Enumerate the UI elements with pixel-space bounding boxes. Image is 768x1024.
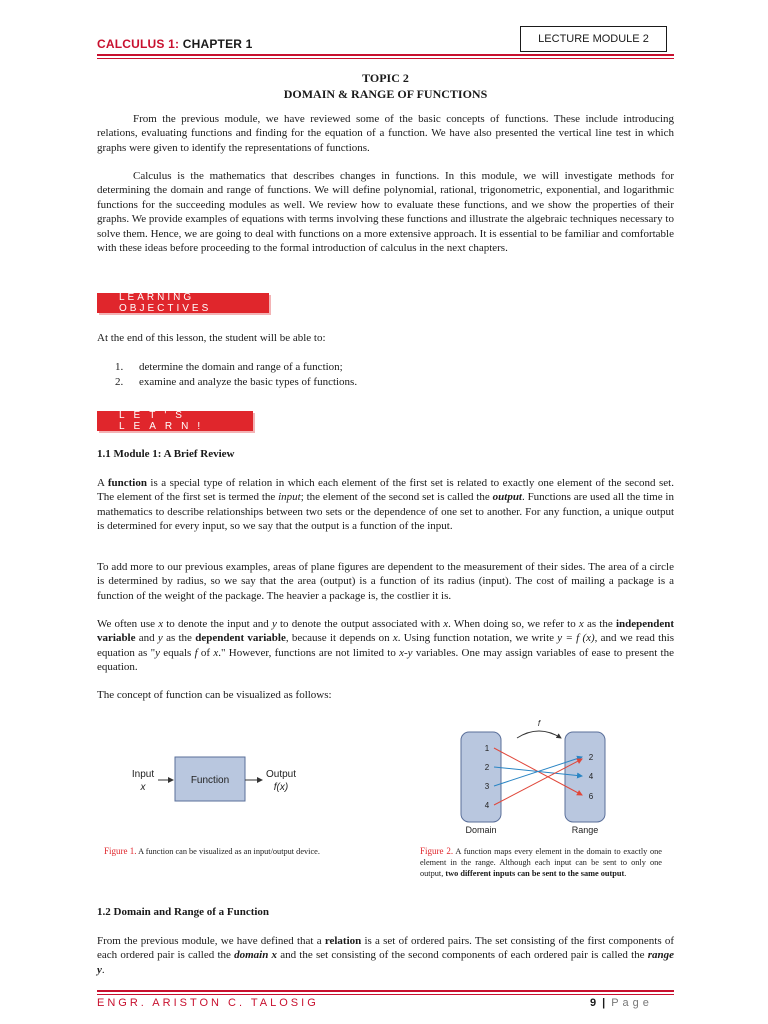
output-var: f(x) [273, 782, 289, 793]
domain-label: Domain [465, 825, 497, 835]
domain-value: 2 [484, 763, 490, 772]
domain-range-paragraph: From the previous module, we have defined that a relation is a set of ordered pairs. The set consisting of the first components of each ordered pair is called the domain x and the set consisting of the second components of each ordered pair is called the range y. [97, 935, 675, 976]
course-title: CALCULUS 1: [97, 37, 180, 51]
range-value: 4 [588, 772, 594, 781]
domain-box [461, 732, 501, 822]
mapping-arrow [517, 731, 561, 738]
header-rule [97, 54, 674, 56]
chapter-title: CHAPTER 1 [182, 37, 253, 51]
intro-paragraph-1: From the previous module, we have reviewed some of the basic concepts of functions. These include introducing relations, evaluating functions and finding for the equation of a function. We have also presented the vertical line test in which graphs were given to identify the representations of functions. [97, 113, 674, 154]
input-var: x [140, 782, 146, 793]
mapping-label: f [537, 719, 541, 728]
figure-1-diagram [125, 745, 335, 820]
figure-2-diagram [455, 716, 670, 841]
domain-value: 3 [484, 782, 490, 791]
header-rule-thin [97, 58, 674, 59]
range-value: 6 [588, 792, 594, 801]
objective-item: 1. determine the domain and range of a function; [115, 361, 343, 373]
lecture-module-box: LECTURE MODULE 2 [520, 26, 667, 52]
figure-2-caption: Figure 2. A function maps every element in the domain to exactly one element in the range. Although each input can be sent to only one output, two different inputs can be sent to the same output. [420, 846, 662, 879]
range-box [565, 732, 605, 822]
domain-value: 1 [484, 744, 490, 753]
course-chapter-header [97, 37, 253, 51]
examples-paragraph: To add more to our previous examples, areas of plane figures are dependent to the measurement of their sides. The area of a circle is determined by radius, so we say that the area (output) is a function of its radius (input). The cost of mailing a package is a function of the weight of the package. The heavier a package is, the costlier it is. [97, 561, 674, 602]
objectives-list [115, 360, 655, 390]
footer-rule [97, 990, 674, 992]
range-value: 2 [588, 753, 594, 762]
function-box-label: Function [190, 775, 230, 786]
section-heading-1-2: 1.2 Domain and Range of a Function [97, 906, 270, 918]
domain-value: 4 [484, 801, 490, 810]
objective-item: 2. examine and analyze the basic types of functions. [115, 375, 358, 388]
input-label: Input [131, 769, 155, 780]
variables-paragraph: We often use x to denote the input and y to denote the output associated with x. When doing so, we refer to x as the independent variable and y as the dependent variable, because it depends on x. Using function notation, we write y = f (x), and we read this equation as "y equals f of x." However, functions are not limited to x-y variables. One may assign variables of ease to present the equation. [97, 618, 675, 674]
visualize-lead: The concept of function can be visualized as follows: [97, 689, 332, 701]
topic-number: TOPIC 2 [362, 71, 409, 85]
footer-rule-thin [97, 994, 674, 995]
output-label: Output [265, 769, 297, 780]
figure-1-caption: Figure 1. A function can be visualized as an input/output device. [104, 846, 320, 856]
lets-learn-banner: LET'S LEARN! [97, 411, 253, 431]
topic-title: DOMAIN & RANGE OF FUNCTIONS [283, 87, 488, 101]
objectives-lead: At the end of this lesson, the student will be able to: [97, 332, 326, 344]
page-number: 9 | Page [590, 997, 653, 1009]
learning-objectives-banner: LEARNING OBJECTIVES [97, 293, 269, 313]
range-label: Range [571, 825, 599, 835]
section-heading-1-1: 1.1 Module 1: A Brief Review [97, 448, 235, 460]
intro-paragraph-2: Calculus is the mathematics that describes changes in functions. In this module, we will investigate methods for determining the domain and range of functions. We will define polynomial, rational, trigonometric, exponential, and logarithmic functions for the succeeding modules as well. We review how to evaluate these functions, and we show the properties of their graphs. We provide examples of equations with terms involving these functions and illustrate the algebraic techniques necessary to solve them. Hence, we are going to deal with functions on a more extensive approach. It is essential to be familiar and comfortable with these ideas before proceeding to the formal introduction of calculus in the next chapters. [97, 170, 674, 255]
function-definition-paragraph: A function is a special type of relation in which each element of the first set is related to exactly one element of the second set. The element of the first set is termed the input; the element of the second set is called the output. Functions are used all the time in mathematics to describe relationships between two sets or the dependence of one set to another. For any function, a unique output is determined for every input, so we say that the output is a function of the input. [97, 477, 674, 533]
footer-author: ENGR. ARISTON C. TALOSIG [97, 997, 319, 1009]
